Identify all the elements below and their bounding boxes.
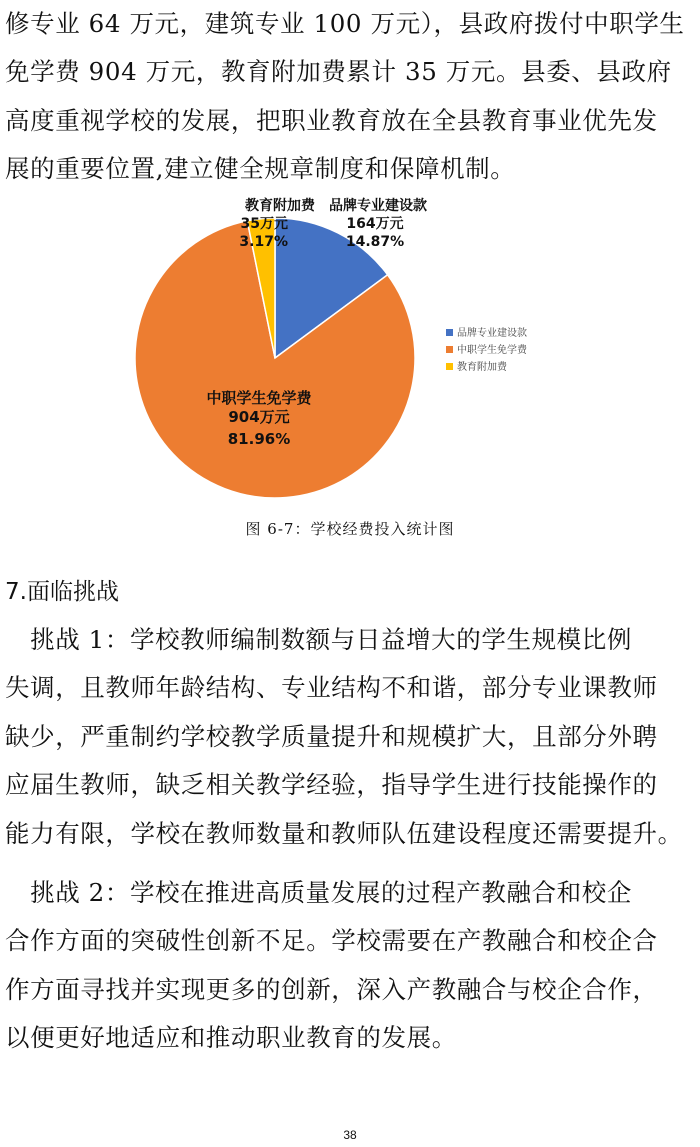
- chart-legend: [446, 326, 528, 373]
- paragraph-line: 缺少，严重制约学校教学质量提升和规模扩大，且部分外聘: [5, 721, 658, 751]
- paragraph-line: 合作方面的突破性创新不足。学校需要在产教融合和校企合: [5, 926, 658, 956]
- challenge-1-paragraph: [5, 616, 695, 858]
- pie-label-percent-brand-major: 14.87%: [345, 234, 405, 250]
- legend-swatch-education-surcharge: [446, 363, 453, 370]
- pie-label-percent-tuition-waiver: 81.96%: [227, 430, 291, 448]
- paragraph-line: 以便更好地适应和推动职业教育的发展。: [5, 1023, 457, 1053]
- legend-label-education-surcharge: 教育附加费: [457, 362, 507, 373]
- pie-label-value-tuition-waiver: 904万元: [228, 408, 290, 426]
- intro-paragraph: [5, 0, 695, 194]
- paragraph-line: 作方面寻找并实现更多的创新，深入产教融合与校企合作，: [5, 974, 658, 1004]
- paragraph-line: 挑战 2：学校在推进高质量发展的过程产教融合和校企: [5, 878, 632, 907]
- paragraph-line: 展的重要位置,建立健全规章制度和保障机制。: [5, 154, 516, 184]
- legend-swatch-tuition-waiver: [446, 346, 453, 353]
- paragraph-line: 高度重视学校的发展，把职业教育放在全县教育事业优先发: [5, 105, 658, 135]
- legend-label-brand-major: 品牌专业建设款: [457, 328, 527, 339]
- paragraph-line: 挑战 1：学校教师编制数额与日益增大的学生规模比例: [5, 625, 632, 654]
- legend-swatch-brand-major: [446, 329, 453, 336]
- legend-label-tuition-waiver: 中职学生免学费: [457, 345, 527, 356]
- paragraph-line: 能力有限，学校在教师数量和教师队伍建设程度还需要提升。: [5, 818, 683, 848]
- funding-pie-chart: [120, 190, 580, 510]
- pie-label-percent-education-surcharge: 3.17%: [239, 234, 288, 250]
- paragraph-line: 修专业 64 万元，建筑专业 100 万元），县政府拨付中职学生: [5, 9, 685, 38]
- pie-label-value-education-surcharge: 35万元: [240, 216, 288, 232]
- pie-label-name-education-surcharge: 教育附加费: [245, 198, 315, 214]
- pie-slices: [135, 218, 415, 498]
- paragraph-line: 应届生教师，缺乏相关教学经验，指导学生进行技能操作的: [5, 770, 658, 800]
- challenge-2-paragraph: [5, 869, 695, 1063]
- figure-caption: 图 6-7：学校经费投入统计图: [245, 520, 455, 538]
- section-heading: 7.面临挑战: [5, 579, 119, 605]
- pie-label-name-tuition-waiver: 中职学生免学费: [206, 389, 312, 407]
- paragraph-line: 免学费 904 万元，教育附加费累计 35 万元。县委、县政府: [5, 57, 672, 87]
- pie-label-value-brand-major: 164万元: [346, 216, 404, 232]
- pie-label-name-brand-major: 品牌专业建设款: [329, 198, 427, 214]
- page-number: 38: [343, 1128, 357, 1142]
- paragraph-line: 失调，且教师年龄结构、专业结构不和谐，部分专业课教师: [5, 673, 658, 703]
